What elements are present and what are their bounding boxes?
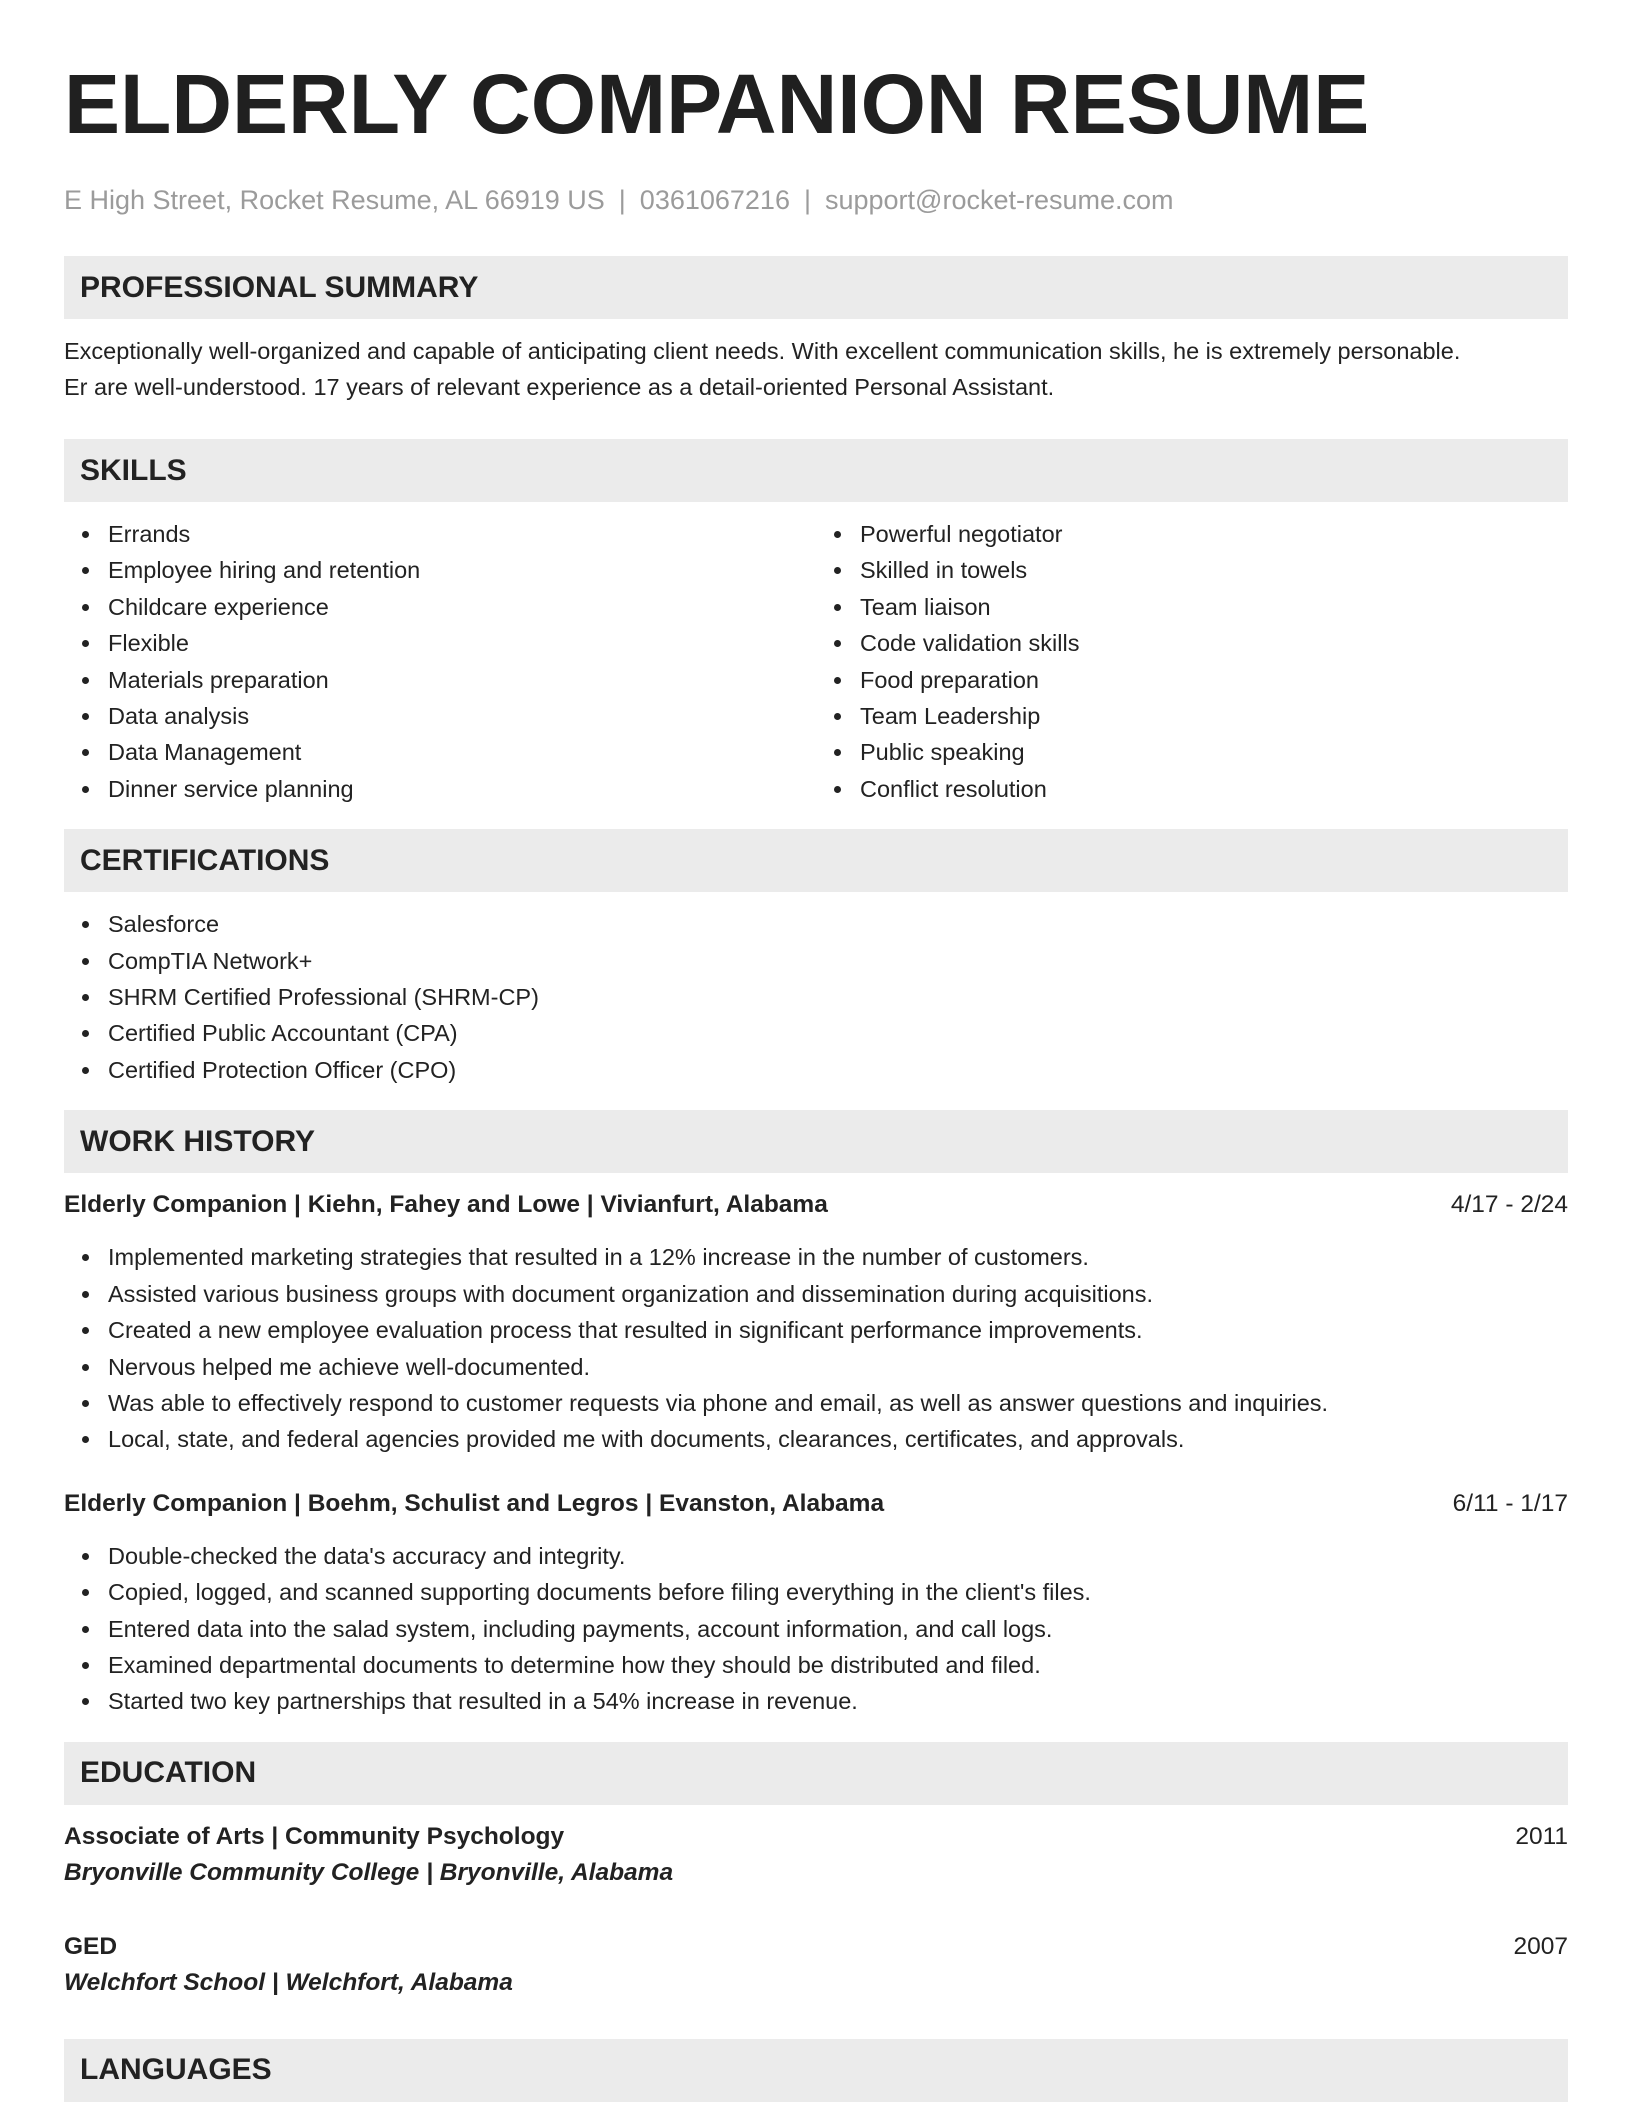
certifications-heading: CERTIFICATIONS (64, 829, 1568, 892)
education-entry-header (64, 1819, 1568, 1855)
certification-item: Certified Protection Officer (CPO) (108, 1052, 1568, 1088)
education-degree: GED (64, 1932, 118, 1960)
job-bullet: Nervous helped me achieve well-documented. (108, 1349, 1568, 1385)
job-title: Elderly Companion | Boehm, Schulist and Legros | Evanston, Alabama (64, 1489, 885, 1517)
skill-item: Employee hiring and retention (108, 552, 816, 588)
job-bullet: Local, state, and federal agencies provided me with documents, clearances, certificates, and approvals. (108, 1421, 1568, 1457)
job-bullet: Copied, logged, and scanned supporting documents before filing everything in the client's files. (108, 1574, 1568, 1610)
job-bullet: Created a new employee evaluation process that resulted in significant performance improvements. (108, 1312, 1568, 1348)
skill-item: Dinner service planning (108, 771, 816, 807)
job-bullets (64, 1538, 1568, 1720)
summary-line: Er are well-understood. 17 years of relevant experience as a detail-oriented Personal Assistant. (64, 374, 1055, 400)
job-dates: 6/11 - 1/17 (1452, 1489, 1568, 1517)
contact-separator: | (803, 185, 811, 215)
job-title: Elderly Companion | Kiehn, Fahey and Lowe | Vivianfurt, Alabama (64, 1191, 828, 1219)
job-bullet: Examined departmental documents to determine how they should be distributed and filed. (108, 1647, 1568, 1683)
skill-item: Skilled in towels (860, 552, 1568, 588)
certification-item: CompTIA Network+ (108, 943, 1568, 979)
job-bullet: Implemented marketing strategies that resulted in a 12% increase in the number of customers. (108, 1239, 1568, 1275)
skills-list-right (816, 516, 1568, 807)
job-bullet: Was able to effectively respond to customer requests via phone and email, as well as answer questions and inquiries. (108, 1385, 1568, 1421)
job-dates: 4/17 - 2/24 (1450, 1191, 1568, 1219)
contact-separator: | (618, 185, 626, 215)
summary-line: Exceptionally well-organized and capable of anticipating client needs. With excellent communication skills, he is extremely personable. (64, 338, 1461, 364)
job-header (64, 1486, 1568, 1522)
contact-email[interactable]: support@rocket-resume.com (824, 185, 1174, 215)
job-bullet: Entered data into the salad system, including payments, account information, and call logs. (108, 1611, 1568, 1647)
certification-item: Certified Public Accountant (CPA) (108, 1015, 1568, 1051)
skill-item: Public speaking (860, 734, 1568, 770)
skill-item: Childcare experience (108, 589, 816, 625)
job-bullet: Assisted various business groups with document organization and dissemination during acquisitions. (108, 1276, 1568, 1312)
summary-text (64, 333, 1568, 405)
skill-item: Code validation skills (860, 625, 1568, 661)
job-bullet: Started two key partnerships that resulted in a 54% increase in revenue. (108, 1683, 1568, 1719)
certifications-list (64, 906, 1568, 1088)
skills-heading: SKILLS (64, 439, 1568, 502)
skill-item: Data Management (108, 734, 816, 770)
education-school: Bryonville Community College | Bryonville, Alabama (64, 1858, 674, 1886)
job-bullets (64, 1239, 1568, 1457)
summary-heading: PROFESSIONAL SUMMARY (64, 256, 1568, 319)
education-school: Welchfort School | Welchfort, Alabama (64, 1968, 513, 1996)
job-header (64, 1187, 1568, 1223)
skill-item: Team Leadership (860, 698, 1568, 734)
education-year: 2011 (1515, 1822, 1568, 1850)
skill-item: Team liaison (860, 589, 1568, 625)
skill-item: Powerful negotiator (860, 516, 1568, 552)
education-entry-header (64, 1929, 1568, 1965)
skills-list-left (64, 516, 816, 807)
skill-item: Flexible (108, 625, 816, 661)
skill-item: Food preparation (860, 662, 1568, 698)
certification-item: SHRM Certified Professional (SHRM-CP) (108, 979, 1568, 1015)
skill-item: Data analysis (108, 698, 816, 734)
certification-item: Salesforce (108, 906, 1568, 942)
resume-title: ELDERLY COMPANION RESUME (64, 57, 1370, 151)
skill-item: Conflict resolution (860, 771, 1568, 807)
work-history-heading: WORK HISTORY (64, 1110, 1568, 1173)
education-degree: Associate of Arts | Community Psychology (64, 1822, 565, 1850)
skills-grid (64, 516, 1568, 807)
education-heading: EDUCATION (64, 1742, 1568, 1805)
contact-line (64, 184, 1568, 216)
contact-address: E High Street, Rocket Resume, AL 66919 US (64, 185, 605, 215)
skill-item: Materials preparation (108, 662, 816, 698)
languages-heading: LANGUAGES (64, 2039, 1568, 2102)
skill-item: Errands (108, 516, 816, 552)
contact-phone: 0361067216 (639, 185, 790, 215)
job-bullet: Double-checked the data's accuracy and integrity. (108, 1538, 1568, 1574)
education-year: 2007 (1513, 1932, 1568, 1960)
